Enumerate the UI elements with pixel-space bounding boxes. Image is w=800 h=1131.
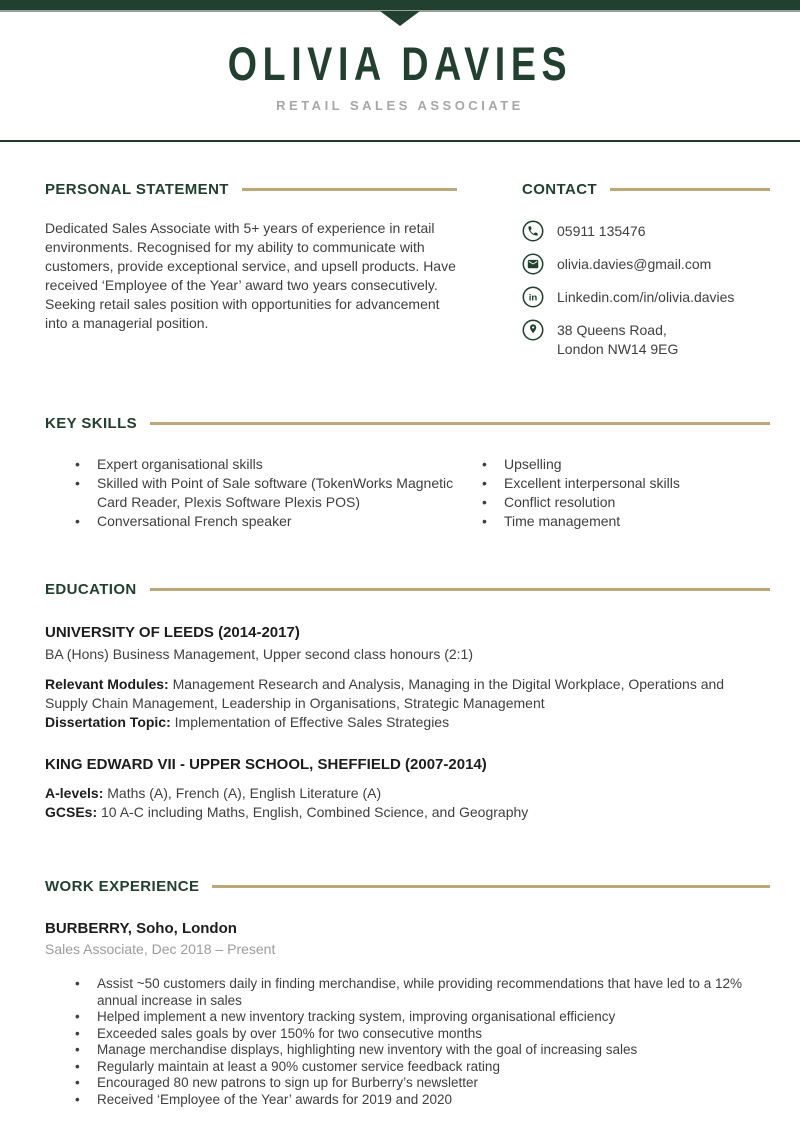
email-icon [522,253,544,275]
work-achievement: • Exceeded sales goals by over 150% for two consecutive months [75,1026,770,1043]
resume-body [0,142,800,1108]
address-line-2: London NW14 9EG [557,341,679,357]
contact-section [522,181,770,370]
company-name: BURBERRY, Soho, London [45,920,237,937]
section-title: PERSONAL STATEMENT [45,181,229,198]
skills-column-left [45,455,482,531]
contact-heading [522,181,770,198]
section-rule [150,422,770,425]
skills-column-right [482,455,770,531]
phone-icon [522,220,544,242]
candidate-name: OLIVIA DAVIES [227,37,573,90]
location-icon [522,319,544,341]
work-achievement: • Helped implement a new inventory tracking system, improving organisational efficiency [75,1009,770,1026]
work-achievement: • Encouraged 80 new patrons to sign up for Burberry’s newsletter [75,1075,770,1092]
education-heading [45,581,770,598]
skill-item: • Expert organisational skills [75,455,482,474]
skill-item: • Skilled with Point of Sale software (TokenWorks Magnetic Card Reader, Plexis Software Plexis POS) [75,474,482,512]
skill-item: • Conflict resolution [482,493,770,512]
address-line-1: 38 Queens Road, [557,322,667,338]
key-skills-heading [45,415,770,432]
degree-detail: BA (Hons) Business Management, Upper second class honours (2:1) [45,646,473,662]
detail-label: GCSEs: [45,804,98,820]
section-title: CONTACT [522,181,598,198]
education-section [45,581,770,822]
a-levels [45,784,770,803]
role-and-dates: Sales Associate, Dec 2018 – Present [45,941,276,957]
section-rule [242,188,457,191]
section-title: KEY SKILLS [45,415,138,432]
detail-text: Implementation of Effective Sales Strategies [170,714,450,730]
linkedin-url: Linkedin.com/in/olivia.davies [557,289,735,305]
work-entry-burberry [45,920,770,1108]
section-rule [150,588,770,591]
key-skills-section [45,415,770,531]
postal-address [557,319,678,359]
svg-text:in: in [528,292,538,304]
work-experience-section [45,878,770,1108]
skill-item: • Upselling [482,455,770,474]
section-rule [610,188,770,191]
detail-text: Maths (A), French (A), English Literature (A) [103,785,382,801]
personal-statement-section [45,181,457,370]
section-rule [212,885,770,888]
personal-statement-text: Dedicated Sales Associate with 5+ years of experience in retail environments. Recognised for my ability to communicate with customers, provide exceptional service, and upsell products. Have received ‘Employee of the Year’ award two years consecutively. Seeking retail sales position with opportunities for advancement into a managerial position. [45,220,456,331]
skill-item: • Time management [482,512,770,531]
institution-name: KING EDWARD VII - UPPER SCHOOL, SHEFFIELD (2007-2014) [45,756,487,773]
work-achievement: • Assist ~50 customers daily in finding merchandise, while providing recommendations that have led to a 12% annual increase in sales [75,976,770,1009]
detail-label: Relevant Modules: [45,676,169,692]
section-title: EDUCATION [45,581,137,598]
email-address: olivia.davies@gmail.com [557,256,712,272]
detail-text: Management Research and Analysis, Managing in the Digital Workplace, Operations and Supply Chain Management, Leadership in Organisations, Strategic Management [45,676,725,711]
detail-label: Dissertation Topic: [45,714,171,730]
contact-item-phone [522,220,770,242]
institution-name: UNIVERSITY OF LEEDS (2014-2017) [45,624,300,641]
candidate-job-title: RETAIL SALES ASSOCIATE [276,98,524,113]
skill-item: • Excellent interpersonal skills [482,474,770,493]
detail-label: A-levels: [45,785,104,801]
dissertation-topic [45,713,770,732]
contact-item-linkedin [522,286,770,308]
contact-item-email [522,253,770,275]
section-title: WORK EXPERIENCE [45,878,200,895]
work-achievement: • Received ‘Employee of the Year’ awards for 2019 and 2020 [75,1092,770,1109]
contact-item-address [522,319,770,359]
education-entry-university [45,624,770,732]
down-arrow-icon [380,11,420,26]
gcses [45,803,770,822]
personal-statement-heading [45,181,457,198]
contact-list [522,220,770,359]
detail-text: 10 A-C including Maths, English, Combined Science, and Geography [97,804,529,820]
work-achievement: • Regularly maintain at least a 90% customer service feedback rating [75,1059,770,1076]
linkedin-icon [522,286,544,308]
education-entry-school [45,756,770,822]
work-achievement: • Manage merchandise displays, highlighting new inventory with the goal of increasing sales [75,1042,770,1059]
skill-item: • Conversational French speaker [75,512,482,531]
work-experience-heading [45,878,770,895]
relevant-modules [45,675,770,713]
phone-number: 05911 135476 [557,223,646,239]
